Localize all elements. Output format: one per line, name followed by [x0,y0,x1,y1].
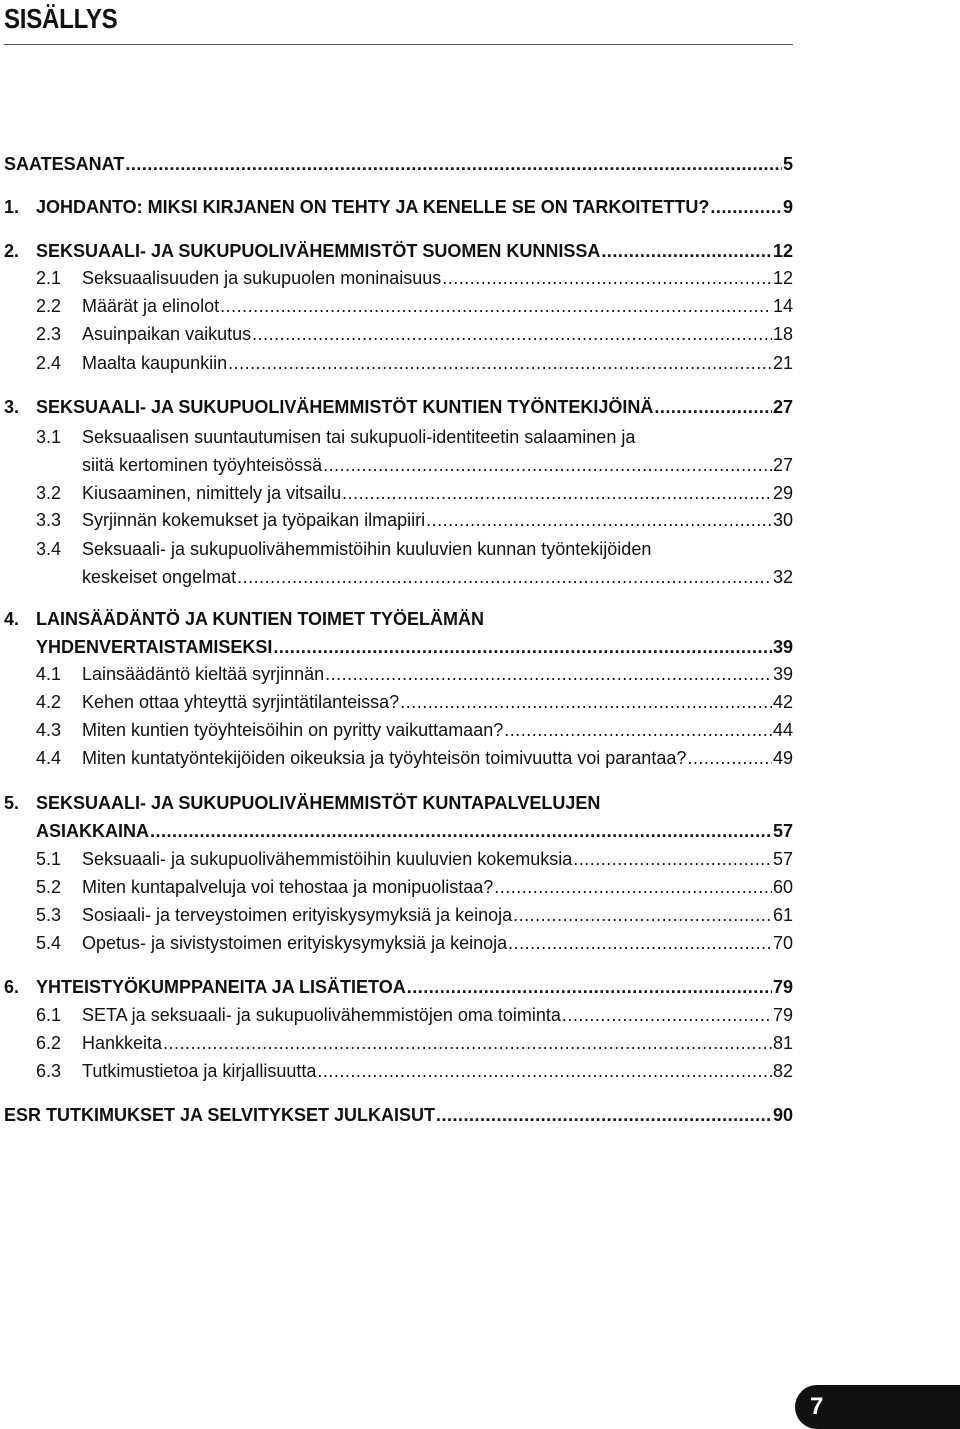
dot-leader [710,193,782,222]
toc-entry-number: 4.1 [36,664,62,684]
toc-entry-number: 6.1 [36,1005,62,1025]
page-title: SISÄLLYS [4,3,118,34]
toc-entry-title: Syrjinnän kokemukset ja työpaikan ilmapiiri [82,510,426,530]
toc-entry[interactable] [0,609,960,662]
toc-entry[interactable] [0,539,960,592]
toc-entry-title: Kehen ottaa yhteyttä syrjintätilanteissa? [82,692,400,712]
toc-entry-number: 2.2 [36,296,62,316]
page-number: 7 [810,1393,824,1420]
toc-entry-number: 5.1 [36,849,62,869]
toc-entry-title: ASIAKKAINA [36,821,150,841]
toc-entry[interactable] [0,427,960,480]
toc-entry-number: 4.3 [36,720,62,740]
toc-entry[interactable] [0,349,960,378]
toc-entry-page: 27 [772,455,793,475]
toc-entry-title-line1: Seksuaali- ja sukupuolivähemmistöihin kuuluvien kunnan työntekijöiden [82,539,652,559]
toc-entry-number: 6.3 [36,1061,62,1081]
dot-leader [220,292,772,321]
toc-entry-number: 3.3 [36,510,62,530]
toc-entry[interactable] [0,264,960,293]
dot-leader [400,688,772,717]
dot-leader [426,506,772,535]
toc-entry-page: 12 [772,268,793,288]
toc-entry-number: 2.4 [36,353,62,373]
toc-entry-page: 32 [772,567,793,587]
dot-leader [228,349,772,378]
dot-leader [436,1101,772,1130]
toc-entry-title: Lainsäädäntö kieltää syrjinnän [82,664,325,684]
toc-entry-title: Tutkimustietoa ja kirjallisuutta [82,1061,317,1081]
dot-leader [407,973,772,1002]
toc-entry-page: 44 [772,720,793,740]
toc-entry-title: Miten kuntien työyhteisöihin on pyritty vaikuttamaan? [82,720,504,740]
toc-entry[interactable] [0,479,960,508]
toc-entry-number: 4.2 [36,692,62,712]
toc-entry[interactable] [0,973,960,1002]
toc-entry[interactable] [0,1029,960,1058]
toc-entry-number: 5.2 [36,877,62,897]
toc-entry-title: Opetus- ja sivistystoimen erityiskysymyksiä ja keinoja [82,933,508,953]
toc-entry[interactable] [0,793,960,846]
toc-entry-page: 42 [772,692,793,712]
toc-entry-number: 3.1 [36,427,62,447]
toc-entry-number: 2. [4,241,20,261]
toc-entry[interactable] [0,193,960,222]
toc-entry-number: 5. [4,793,20,813]
dot-leader [150,817,772,846]
toc-entry-page: 5 [782,154,793,174]
toc-entry-page: 90 [772,1105,793,1125]
toc-entry-title: Miten kuntapalveluja voi tehostaa ja monipuolistaa? [82,877,494,897]
toc-entry[interactable] [0,237,960,266]
toc-entry-page: 70 [772,933,793,953]
toc-entry-page: 79 [772,1005,793,1025]
dot-leader [325,660,772,689]
toc-entry-page: 9 [782,197,793,217]
dot-leader [504,716,772,745]
toc-entry-page: 82 [772,1061,793,1081]
toc-entry-number: 6. [4,977,20,997]
dot-leader [494,873,772,902]
toc-entry-number: 3. [4,397,20,417]
toc-entry-page: 61 [772,905,793,925]
toc-entry-page: 14 [772,296,793,316]
toc-entry-title-line1: Seksuaalisen suuntautumisen tai sukupuoli-identiteetin salaaminen ja [82,427,636,447]
dot-leader [654,393,772,422]
toc-entry-page: 39 [772,664,793,684]
toc-entry-title: SETA ja seksuaali- ja sukupuolivähemmistöjen oma toiminta [82,1005,561,1025]
toc-entry-title: Määrät ja elinolot [82,296,220,316]
toc-entry-page: 60 [772,877,793,897]
toc-entry[interactable] [0,929,960,958]
toc-entry-title: Kiusaaminen, nimittely ja vitsailu [82,483,342,503]
toc-entry-title: SEKSUAALI- JA SUKUPUOLIVÄHEMMISTÖT SUOMEN KUNNISSA [36,241,601,261]
dot-leader [323,451,772,480]
dot-leader [252,320,772,349]
toc-entry-page: 27 [772,397,793,417]
toc-entry-title: Miten kuntatyöntekijöiden oikeuksia ja työyhteisön toimivuutta voi parantaa? [82,748,687,768]
toc-entry-title: Sosiaali- ja terveystoimen erityiskysymyksiä ja keinoja [82,905,513,925]
toc-entry[interactable] [0,292,960,321]
toc-entry-page: 18 [772,324,793,344]
toc-entry[interactable] [0,845,960,874]
dot-leader [273,633,772,662]
toc-entry-title: SEKSUAALI- JA SUKUPUOLIVÄHEMMISTÖT KUNTIEN TYÖNTEKIJÖINÄ [36,397,654,417]
toc-entry[interactable] [0,1101,960,1130]
toc-entry-title: SAATESANAT [4,154,125,174]
toc-entry-number: 3.4 [36,539,62,559]
toc-entry-page: 39 [772,637,793,657]
dot-leader [687,744,772,773]
toc-entry-page: 79 [772,977,793,997]
toc-entry[interactable] [0,1001,960,1030]
toc-entry-number: 2.3 [36,324,62,344]
toc-entry-page: 81 [772,1033,793,1053]
toc-entry[interactable] [0,660,960,689]
dot-leader [601,237,772,266]
toc-entry-page: 29 [772,483,793,503]
toc-entry-page: 57 [772,849,793,869]
toc-entry-title: Seksuaali- ja sukupuolivähemmistöihin kuuluvien kokemuksia [82,849,573,869]
toc-entry-page: 21 [772,353,793,373]
toc-entry-title: Maalta kaupunkiin [82,353,228,373]
toc-entry-number: 3.2 [36,483,62,503]
toc-entry[interactable] [0,393,960,422]
toc-entry-page: 57 [772,821,793,841]
toc-entry-page: 30 [772,510,793,530]
toc-entry-title: Hankkeita [82,1033,163,1053]
dot-leader [508,929,772,958]
toc-entry[interactable] [0,688,960,717]
toc-entry-title-line1: LAINSÄÄDÄNTÖ JA KUNTIEN TOIMET TYÖELÄMÄN [36,609,484,629]
dot-leader [163,1029,772,1058]
toc-entry-title: YHDENVERTAISTAMISEKSI [36,637,273,657]
dot-leader [342,479,772,508]
toc-entry-number: 4.4 [36,748,62,768]
toc-entry-page: 12 [772,241,793,261]
toc-entry[interactable] [0,506,960,535]
dot-leader [573,845,772,874]
toc-entry-title: keskeiset ongelmat [82,567,237,587]
toc-entry-title: siitä kertominen työyhteisössä [82,455,323,475]
dot-leader [237,563,772,592]
toc-entry[interactable] [0,744,960,773]
toc-entry[interactable] [0,716,960,745]
toc-entry-number: 4. [4,609,20,629]
dot-leader [562,1001,772,1030]
toc-entry[interactable] [0,320,960,349]
toc-entry-title: ESR TUTKIMUKSET JA SELVITYKSET JULKAISUT [4,1105,436,1125]
dot-leader [442,264,772,293]
title-divider [4,44,793,45]
dot-leader [317,1057,772,1086]
toc-entry-number: 5.4 [36,933,62,953]
dot-leader [125,150,782,179]
toc-entry-title-line1: SEKSUAALI- JA SUKUPUOLIVÄHEMMISTÖT KUNTAPALVELUJEN [36,793,601,813]
toc-entry-title: Asuinpaikan vaikutus [82,324,252,344]
toc-entry[interactable] [0,901,960,930]
toc-entry-number: 5.3 [36,905,62,925]
dot-leader [513,901,772,930]
toc-entry-title: Seksuaalisuuden ja sukupuolen moninaisuus [82,268,442,288]
toc-entry[interactable] [0,1057,960,1086]
toc-entry-title: YHTEISTYÖKUMPPANEITA JA LISÄTIETOA [36,977,406,997]
toc-entry[interactable] [0,150,960,179]
toc-entry-number: 6.2 [36,1033,62,1053]
toc-entry-number: 2.1 [36,268,62,288]
toc-entry[interactable] [0,873,960,902]
toc-entry-number: 1. [4,197,20,217]
toc-entry-title: JOHDANTO: MIKSI KIRJANEN ON TEHTY JA KENELLE SE ON TARKOITETTU? [36,197,710,217]
toc-entry-page: 49 [772,748,793,768]
